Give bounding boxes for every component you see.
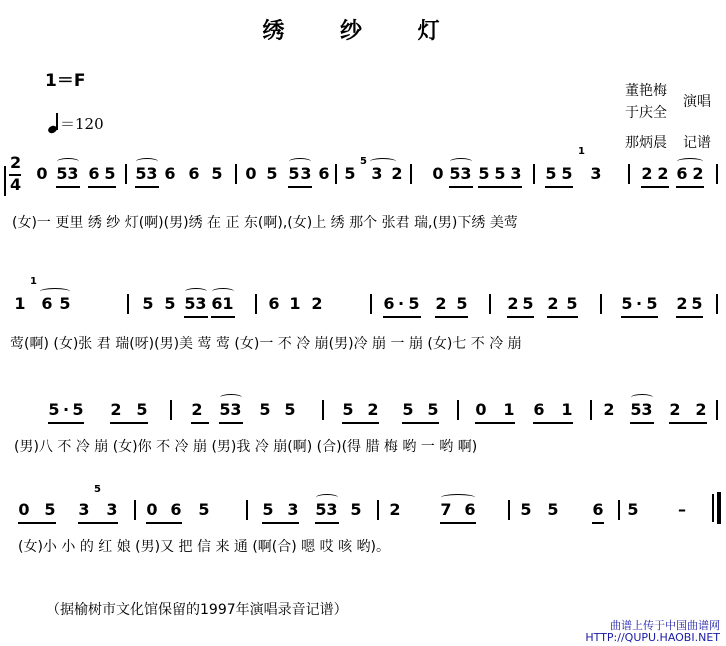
note-digit: 5 [56,164,68,183]
source-note: （据榆树市文化馆保留的1997年演唱录音记谱） [46,602,348,618]
beam-line [18,522,56,524]
note-digit: 5 [520,500,532,519]
note-digit: 5 [266,164,278,183]
beam-line [592,522,604,524]
beam-line [641,186,669,188]
note-digit: 6 [41,294,53,313]
beam-line [48,422,84,424]
note-digit: 5 [284,400,296,419]
note-digit: 5 [344,164,356,183]
note-digit: 1 [289,294,301,313]
beam-line [342,422,379,424]
beam-line [449,186,473,188]
role-notate: 记谱 [683,135,711,151]
note-digit: 5 [72,400,84,419]
note-digit: 5 [627,500,639,519]
bar-line [322,400,324,420]
note-digit: 1 [561,400,573,419]
beam-line [191,422,209,424]
watermark [585,620,720,644]
note-digit: 5 [402,400,414,419]
beam-line [262,522,299,524]
note-digit: 1 [14,294,26,313]
note-digit: 1 [222,294,234,313]
beam-line [621,316,658,318]
note-digit: 0 [432,164,444,183]
note-digit: 7 [440,500,452,519]
beam-line [669,422,707,424]
bar-line [716,400,718,420]
beam-line [676,186,704,188]
bar-line [125,164,127,184]
note-digit: 5 [561,164,573,183]
note-digit: 5 [478,164,490,183]
song-title: 绣 纱 灯 [262,19,464,44]
bar-line [410,164,412,184]
note-digit: 3 [371,164,383,183]
note-digit: 5 [198,500,210,519]
bar-line [712,494,714,522]
note-digit: 2 [389,500,401,519]
note-digit: 2 [692,164,704,183]
note-digit: · [397,294,405,313]
note-digit: 5 [545,164,557,183]
tempo-marking [48,113,104,134]
note-digit: 5 [342,400,354,419]
note-digit: 5 [211,164,223,183]
beam-line [630,422,654,424]
note-digit: 5 [104,164,116,183]
notation-line-1 [0,148,726,198]
note-digit: · [62,400,70,419]
slur-arc [677,158,703,165]
note-digit: 5 [315,500,327,519]
note-digit: 1 [503,400,515,419]
watermark-line-1: 曲谱上传于中国曲谱网 [610,619,720,632]
bar-line [489,294,491,314]
beam-line [547,316,578,318]
beam-line [507,316,534,318]
beam-line [440,522,476,524]
beam-line [676,316,703,318]
beam-line [110,422,148,424]
lyrics-line-4: (女)小 小 的 红 娘 (男)又 把 信 来 通 (啊(合) 嗯 哎 咳 哟)。 [18,539,390,555]
notation-line-3 [0,384,726,434]
note-digit: 6 [88,164,100,183]
note-digit: 5 [547,500,559,519]
transcriber: 那炳晨 [625,135,667,151]
slur-arc [450,158,472,165]
note-digit: 5 [135,164,147,183]
note-digit: 6 [170,500,182,519]
key-signature: 1＝F [45,71,86,91]
note-digit: 6 [318,164,330,183]
notation-line-2 [0,278,726,328]
grace-note: 5 [360,156,367,167]
beam-line [475,422,515,424]
note-digit: 0 [18,500,30,519]
note-digit: 2 [547,294,559,313]
note-digit: 5 [646,294,658,313]
note-digit: 2 [507,294,519,313]
note-digit: 6 [164,164,176,183]
note-digit: 5 [262,500,274,519]
slur-arc [316,494,338,501]
note-digit: 2 [367,400,379,419]
note-digit: 5 [691,294,703,313]
bar-line [134,500,136,520]
slur-arc [441,494,475,501]
beam-line [211,316,235,318]
bar-line [235,164,237,184]
beam-line [78,522,118,524]
slur-arc [40,288,70,295]
note-digit: 6 [592,500,604,519]
note-digit: 2 [391,164,403,183]
note-digit: 5 [630,400,642,419]
note-digit: 0 [146,500,158,519]
note-digit: 2 [191,400,203,419]
time-sig-bottom: 4 [10,175,22,194]
note-digit: 3 [230,400,242,419]
note-digit: 6 [533,400,545,419]
note-digit: 5 [259,400,271,419]
note-digit: 5 [59,294,71,313]
note-digit: 5 [219,400,231,419]
note-digit: 2 [311,294,323,313]
slur-arc [136,158,158,165]
slur-arc [631,394,653,401]
bar-line [533,164,535,184]
note-digit: 3 [78,500,90,519]
note-digit: 5 [350,500,362,519]
note-digit: · [635,294,643,313]
beam-line [288,186,312,188]
note-digit: 3 [300,164,312,183]
note-digit: 6 [211,294,223,313]
note-digit: 2 [435,294,447,313]
lyrics-line-2: 莺(啊) (女)张 君 瑞(呀)(男)美 莺 莺 (女)一 不 冷 崩(男)冷 崩 一 崩 (女)七 不 冷 崩 [10,336,522,352]
note-digit: 6 [676,164,688,183]
note-digit: 0 [475,400,487,419]
beam-line [146,522,182,524]
note-digit: 3 [287,500,299,519]
note-digit: 5 [408,294,420,313]
note-digit: 5 [184,294,196,313]
note-digit: 3 [510,164,522,183]
note-digit: 0 [36,164,48,183]
note-digit: 5 [427,400,439,419]
bar-line [590,400,592,420]
quarter-note-icon [48,113,60,133]
note-digit: – [678,500,686,519]
bar-line [618,500,620,520]
grace-note: 5 [94,484,101,495]
bar-line [508,500,510,520]
beam-line [88,186,116,188]
note-digit: 3 [67,164,79,183]
note-digit: 5 [142,294,154,313]
bar-line [600,294,602,314]
bar-line [370,294,372,314]
role-sing: 演唱 [683,94,711,110]
lyrics-line-1: (女)一 更里 绣 纱 灯(啊)(男)绣 在 正 东(啊),(女)上 绣 那个 张君 瑞,(男)下绣 美莺 [12,215,518,231]
note-digit: 5 [48,400,60,419]
tempo-value: ＝120 [60,115,104,133]
beam-line [219,422,243,424]
note-digit: 5 [136,400,148,419]
note-digit: 2 [110,400,122,419]
bar-line [628,164,630,184]
note-digit: 6 [383,294,395,313]
note-digit: 5 [449,164,461,183]
grace-note: 1 [30,276,37,287]
bar-line [255,294,257,314]
note-digit: 3 [195,294,207,313]
slur-arc [212,288,234,295]
bar-line [170,400,172,420]
time-sig-top: 2 [10,153,22,172]
beam-line [478,186,522,188]
note-digit: 5 [522,294,534,313]
beam-line [315,522,339,524]
note-digit: 5 [288,164,300,183]
slur-arc [289,158,311,165]
beam-line [533,422,573,424]
bar-line [716,294,718,314]
grace-note: 1 [578,146,585,157]
beam-line [56,186,80,188]
watermark-line-2: HTTP://QUPU.HAOBI.NET [585,631,720,644]
bar-line [717,492,721,524]
note-digit: 6 [188,164,200,183]
bar-line [377,500,379,520]
note-digit: 2 [603,400,615,419]
bar-line [127,294,129,314]
beam-line [402,422,439,424]
note-digit: 5 [566,294,578,313]
note-digit: 2 [669,400,681,419]
note-digit: 5 [456,294,468,313]
note-digit: 5 [44,500,56,519]
singer-2: 于庆全 [625,105,667,121]
slur-arc [185,288,207,295]
beam-line [435,316,468,318]
bar-line [457,400,459,420]
note-digit: 2 [695,400,707,419]
lyrics-line-3: (男)八 不 冷 崩 (女)你 不 冷 崩 (男)我 冷 崩(啊) (合)(得 腊 梅 哟 一 哟 啊) [14,439,478,455]
note-digit: 3 [641,400,653,419]
bar-line [716,164,718,184]
note-digit: 6 [464,500,476,519]
note-digit: 5 [621,294,633,313]
beam-line [135,186,159,188]
note-digit: 3 [106,500,118,519]
bar-line [335,164,337,184]
slur-arc [220,394,242,401]
singer-1: 董艳梅 [625,83,667,99]
bar-line [246,500,248,520]
note-digit: 3 [590,164,602,183]
beam-line [184,316,208,318]
beam-line [383,316,421,318]
note-digit: 0 [245,164,257,183]
note-digit: 6 [268,294,280,313]
note-digit: 2 [676,294,688,313]
note-digit: 5 [164,294,176,313]
note-digit: 2 [657,164,669,183]
note-digit: 3 [146,164,158,183]
note-digit: 3 [460,164,472,183]
note-digit: 5 [494,164,506,183]
slur-arc [57,158,79,165]
beam-line [545,186,573,188]
notation-line-4 [0,484,726,534]
note-digit: 2 [641,164,653,183]
note-digit: 3 [326,500,338,519]
